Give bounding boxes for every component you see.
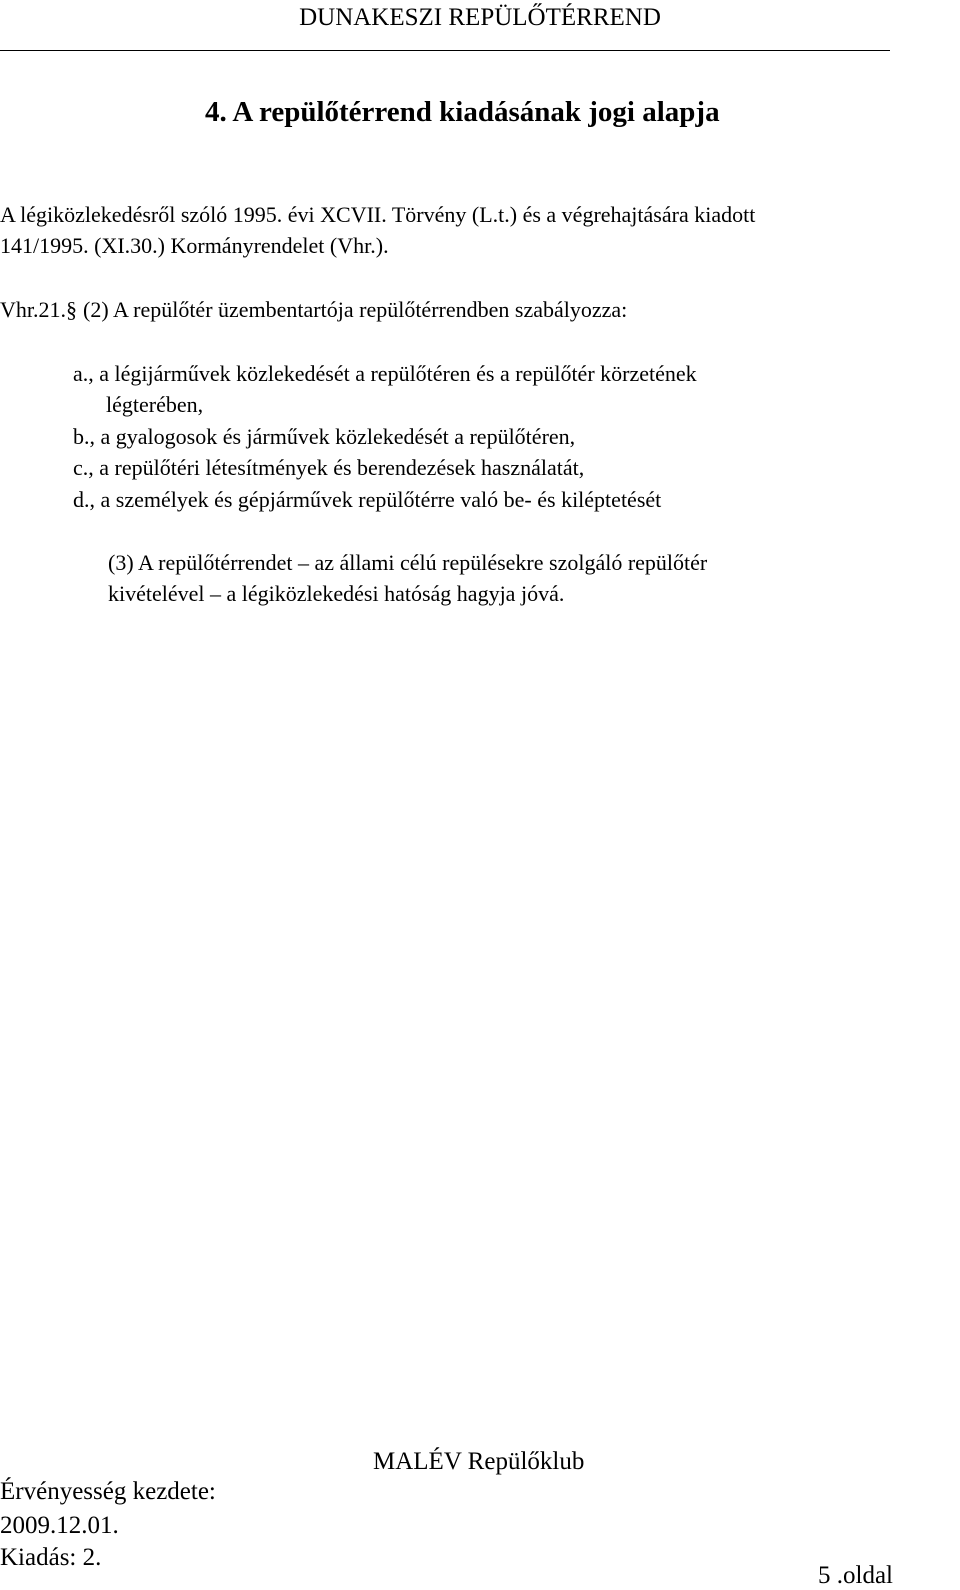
footer-validity-date: 2009.12.01. [0, 1512, 119, 1539]
list-item-c: c., a repülőtéri létesítmények és berendezések használatát, [73, 455, 585, 480]
list-item-d: d., a személyek és gépjárművek repülőtérre való be- és kiléptetését [73, 487, 662, 512]
intro-line-2: 141/1995. (XI.30.) Kormányrendelet (Vhr.). [0, 233, 389, 258]
intro-line-1: A légiközlekedésről szóló 1995. évi XCVII. Törvény (L.t.) és a végrehajtására kiadott [0, 202, 756, 227]
list-item-a: a., a légijárművek közlekedését a repülőtéren és a repülőtér körzetének [73, 361, 697, 386]
footer-club-name: MALÉV Repülőklub [373, 1448, 585, 1475]
header-title: DUNAKESZI REPÜLŐTÉRREND [299, 4, 661, 31]
footer-validity-label: Érvényesség kezdete: [0, 1478, 216, 1505]
list-item-a-continuation: légterében, [106, 392, 204, 417]
list-item-b: b., a gyalogosok és járművek közlekedését a repülőtéren, [73, 424, 576, 449]
regulation-reference [0, 297, 627, 323]
footer-edition: Kiadás: 2. [0, 1544, 102, 1571]
reference-text: (2) A repülőtér üzembentartója repülőtérrendben szabályozza: [83, 297, 628, 322]
approval-note-line-2: kivételével – a légiközlekedési hatóság hagyja jóvá. [108, 581, 565, 606]
approval-note-line-1: (3) A repülőtérrendet – az állami célú repülésekre szolgáló repülőtér [108, 550, 708, 575]
header-rule [0, 50, 890, 51]
footer-page-number: 5 .oldal [818, 1562, 893, 1589]
reference-prefix: Vhr.21. [0, 297, 66, 322]
section-symbol: § [66, 297, 77, 322]
section-title: 4. A repülőtérrend kiadásának jogi alapja [205, 96, 720, 128]
